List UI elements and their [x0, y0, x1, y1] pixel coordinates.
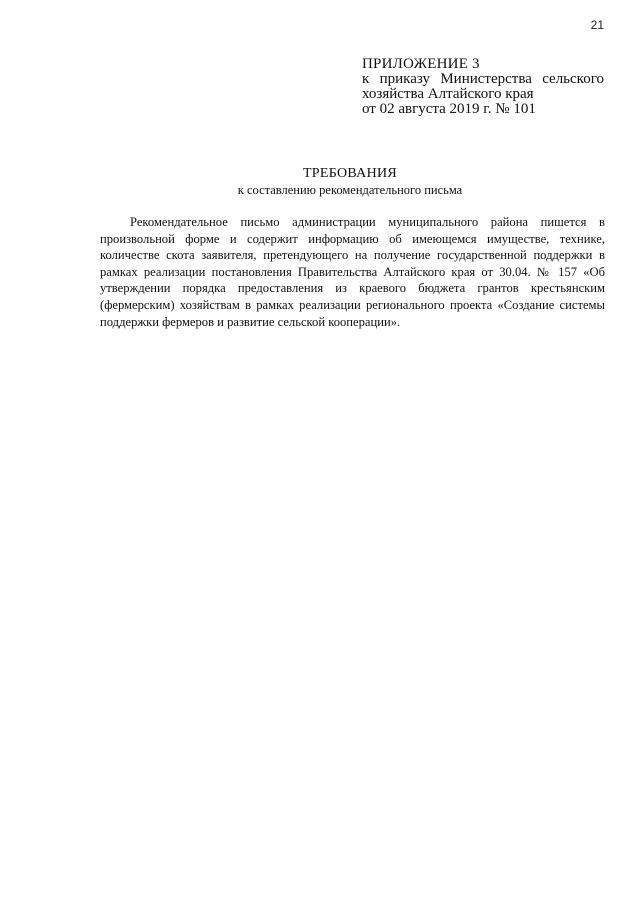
requirements-paragraph: [100, 214, 605, 330]
paragraph-line: Рекомендательное письмо администрации муниципального района пишется в: [130, 215, 605, 229]
appendix-title: ПРИЛОЖЕНИЕ 3: [362, 56, 480, 72]
appendix-date-line: от 02 августа 2019 г. № 101: [362, 101, 536, 117]
paragraph-line: поддержки фермеров и развитие сельской кооперации».: [100, 314, 401, 329]
paragraph-line: произвольной форме и содержит информацию об имеющемся имуществе, технике,: [100, 231, 605, 246]
appendix-ministry-line: хозяйства Алтайского края: [362, 86, 534, 102]
paragraph-line: количестве скота заявителя, претендующего на получение государственной поддержки в: [100, 248, 605, 263]
page-number: 21: [590, 18, 604, 32]
appendix-header: [362, 57, 604, 117]
appendix-order-line: к приказу Министерства сельского: [362, 71, 604, 87]
document-heading: [0, 165, 640, 198]
paragraph-line: (фермерским) хозяйствам в рамках реализации регионального проекта «Создание системы: [100, 297, 605, 312]
document-title: ТРЕБОВАНИЯ: [302, 166, 398, 181]
document-subtitle: к составлению рекомендательного письма: [237, 183, 463, 197]
paragraph-line: утверждении порядка предоставления из краевого бюджета грантов крестьянским: [100, 281, 605, 296]
paragraph-line: рамках реализации постановления Правительства Алтайского края от 30.04. № 157 «Об: [100, 264, 605, 279]
